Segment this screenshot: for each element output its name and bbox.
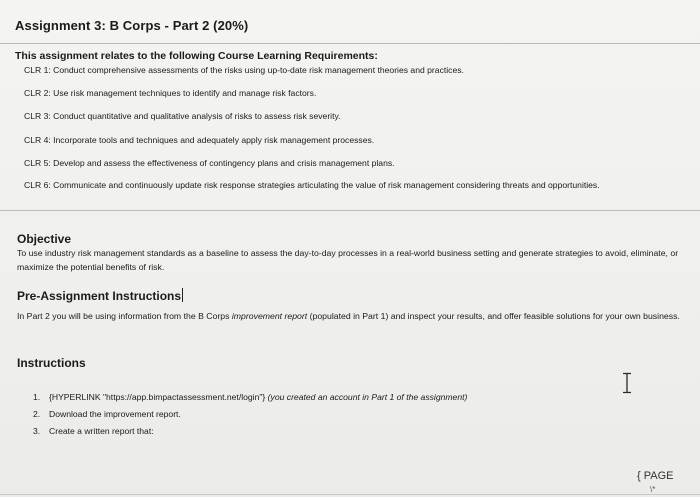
step-text: Create a written report that: [49,426,154,436]
step-number: 1. [33,392,41,402]
pre-assignment-heading-text: Pre-Assignment Instructions [17,289,182,303]
pre-assignment-text-start: In Part 2 you will be using information from the B Corps [17,311,232,321]
step-text: Download the improvement report. [49,409,181,419]
clr-item-6: CLR 6: Communicate and continuously update risk response strategies articulating the value of risk management considering threats and opportunities. [24,180,600,190]
step-number: 3. [33,426,41,436]
page-number-field: { PAGE [637,470,674,482]
step-note: (you created an account in Part 1 of the assignment) [267,392,468,402]
clr-item-4: CLR 4: Incorporate tools and techniques and adequately apply risk management processes. [24,135,375,145]
clr-item-2: CLR 2: Use risk management techniques to identify and manage risk factors. [24,88,317,98]
step-number: 2. [33,409,41,419]
clr-item-1: CLR 1: Conduct comprehensive assessments of the risks using up-to-date risk management theories and practices. [24,65,464,75]
divider-middle [0,210,700,211]
text-cursor-icon [620,372,634,394]
objective-text: To use industry risk management standards as a baseline to assess the day-to-day processes in a real-world business setting and generate strategies to avoid, eliminate, or maximize the potential benefits of risk. [17,248,679,272]
instructions-heading: Instructions [17,356,86,370]
pre-assignment-text-italic: improvement report [231,311,308,321]
clr-item-5: CLR 5: Develop and assess the effectiveness of contingency plans and crisis management plans. [24,158,395,168]
pre-assignment-heading[interactable] [17,288,183,303]
document-title: Assignment 3: B Corps - Part 2 (20%) [15,18,249,33]
instruction-step-1 [33,392,467,402]
instruction-step-3 [33,426,154,436]
clr-item-3: CLR 3: Conduct quantitative and qualitative analysis of risks to assess risk severity. [24,111,341,121]
pre-assignment-text-end: (populated in Part 1) and inspect your results, and offer feasible solutions for your own business. [307,311,680,321]
divider-top [0,43,700,44]
divider-bottom [0,494,700,495]
objective-heading: Objective [17,232,72,246]
text-caret [182,288,183,302]
pre-assignment-text [17,309,682,323]
hyperlink-field[interactable]: {HYPERLINK "https://app.bimpactassessment.net/login"} [49,392,268,402]
instruction-step-2 [33,409,181,419]
clr-intro: This assignment relates to the following Course Learning Requirements: [15,50,378,62]
page-number-switch: \* [650,485,656,494]
